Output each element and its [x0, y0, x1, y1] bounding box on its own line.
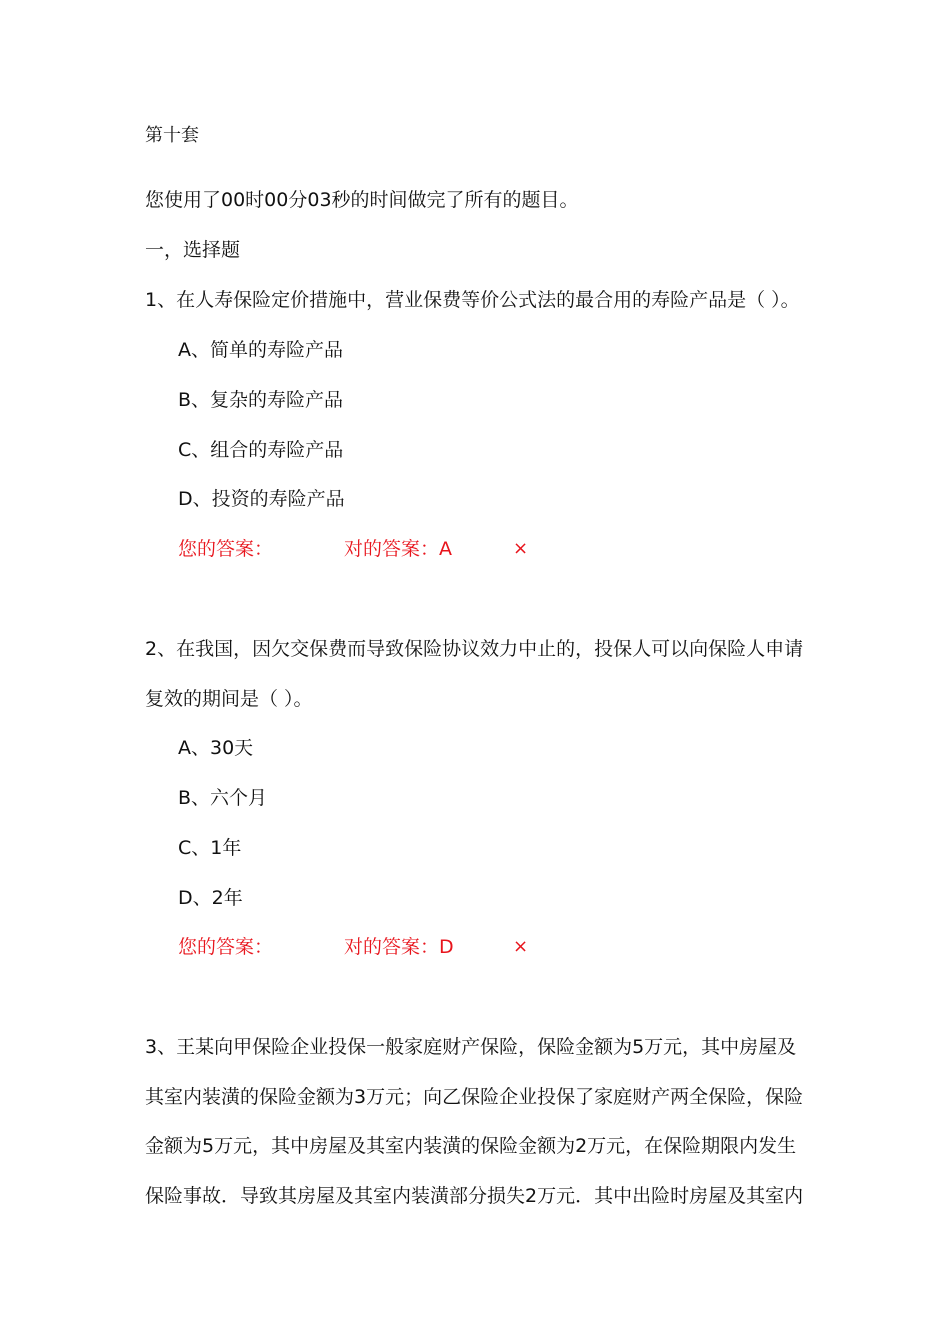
question-2-option-d: D、2年 — [178, 887, 243, 909]
question-2-option-b: B、六个月 — [178, 787, 268, 809]
question-1-option-d: D、投资的寿险产品 — [178, 488, 345, 510]
time-summary: 您使用了00时00分03秒的时间做完了所有的题目。 — [145, 189, 579, 211]
question-3-text-line-4: 保险事故．导致其房屋及其室内装潢部分损失2万元．其中出险时房屋及其室内 — [145, 1185, 804, 1207]
question-3-text-line-3: 金额为5万元，其中房屋及其室内装潢的保险金额为2万元，在保险期限内发生 — [145, 1135, 797, 1157]
question-1-option-b: B、复杂的寿险产品 — [178, 389, 344, 411]
section-heading: 一，选择题 — [145, 239, 241, 261]
question-1-text: 1、在人寿保险定价措施中，营业保费等价公式法的最合用的寿险产品是（ ）。 — [145, 289, 800, 311]
question-1-answer-row — [178, 535, 598, 563]
wrong-mark-icon: × — [513, 538, 529, 559]
your-answer-label: 您的答案： — [178, 936, 274, 958]
question-1-option-c: C、组合的寿险产品 — [178, 439, 344, 461]
question-3-text-line-1: 3、王某向甲保险企业投保一般家庭财产保险，保险金额为5万元，其中房屋及 — [145, 1036, 797, 1058]
question-2-option-c: C、1年 — [178, 837, 242, 859]
question-2-text-line-1: 2、在我国，因欠交保费而导致保险协议效力中止的，投保人可以向保险人申请 — [145, 638, 804, 660]
correct-answer-label: 对的答案：D — [344, 936, 454, 958]
question-1-option-a: A、简单的寿险产品 — [178, 339, 343, 361]
set-title: 第十套 — [145, 125, 199, 146]
question-2-text-line-2: 复效的期间是（ ）。 — [145, 688, 313, 710]
correct-answer-label: 对的答案：A — [344, 538, 452, 560]
wrong-mark-icon: × — [513, 936, 529, 957]
question-2-option-a: A、30天 — [178, 737, 254, 759]
question-3-text-line-2: 其室内装潢的保险金额为3万元；向乙保险企业投保了家庭财产两全保险，保险 — [145, 1086, 804, 1108]
your-answer-label: 您的答案： — [178, 538, 274, 560]
question-2-answer-row — [178, 933, 598, 961]
